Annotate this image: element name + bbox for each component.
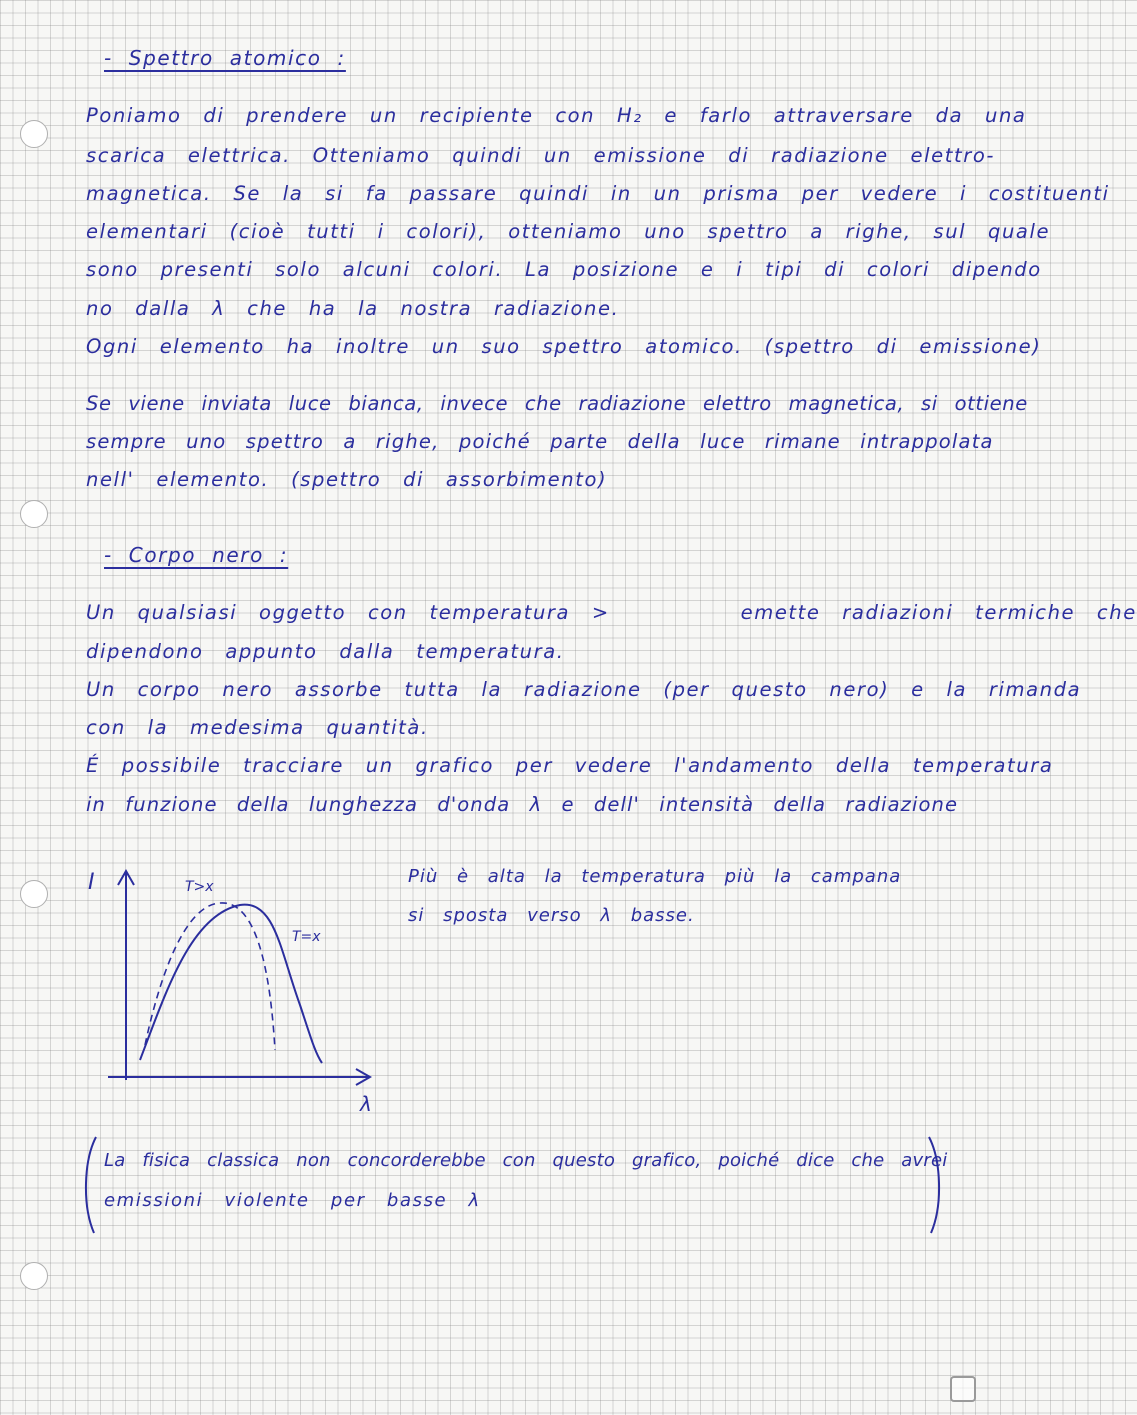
paragraph-line: Un qualsiasi oggetto con temperatura > emette radiazioni termiche che (86, 601, 1137, 624)
paragraph-line: Un corpo nero assorbe tutta la radiazione (per questo nero) e la rimanda (86, 678, 1082, 701)
paragraph-line: Ogni elemento ha inoltre un suo spettro atomico. (spettro di emissione) (86, 335, 1042, 358)
footnote-bracket-left-icon (80, 1135, 100, 1235)
paragraph-line: Poniamo di prendere un recipiente con H₂ e farlo attraversare da una (86, 104, 1027, 127)
paragraph-line: Se viene inviata luce bianca, invece che radiazione elettro magnetica, si ottiene (86, 392, 1028, 415)
paragraph-line: con la medesima quantità. (86, 716, 429, 739)
graph-note-line: si sposta verso λ basse. (408, 905, 695, 926)
x-axis-label: λ (360, 1092, 372, 1116)
paragraph-line: elementari (cioè tutti i colori), otteniamo uno spettro a righe, sul quale (86, 220, 1051, 243)
paragraph-line: É possibile tracciare un grafico per vedere l'andamento della temperatura (86, 754, 1054, 777)
punch-hole-3 (20, 880, 48, 908)
paragraph-line: no dalla λ che ha la nostra radiazione. (86, 297, 620, 320)
curve-dashed-label: T>x (185, 879, 214, 895)
graph-note-line: Più è alta la temperatura più la campana (408, 866, 902, 887)
punch-hole-4 (20, 1262, 48, 1290)
punch-hole-1 (20, 120, 48, 148)
paragraph-line: magnetica. Se la si fa passare quindi in un prisma per vedere i costituenti (86, 182, 1110, 205)
paragraph-line: sono presenti solo alcuni colori. La posizione e i tipi di colori dipendo (86, 258, 1042, 281)
curve-solid-label: T=x (292, 929, 321, 945)
paragraph-line: dipendono appunto dalla temperatura. (86, 640, 565, 663)
scanner-corner-mark (950, 1376, 976, 1402)
curve-dashed (145, 903, 275, 1050)
footnote-line: La fisica classica non concorderebbe con questo grafico, poiché dice che avrei (104, 1150, 948, 1171)
paragraph-line: nell' elemento. (spettro di assorbimento) (86, 468, 608, 491)
heading-spettro-atomico: - Spettro atomico : (104, 46, 346, 70)
heading-corpo-nero: - Corpo nero : (104, 543, 289, 567)
punch-hole-2 (20, 500, 48, 528)
footnote-line: emissioni violente per basse λ (104, 1190, 481, 1211)
paragraph-line: sempre uno spettro a righe, poiché parte della luce rimane intrappolata (86, 430, 994, 453)
y-axis-label: I (88, 870, 95, 895)
paragraph-line: scarica elettrica. Otteniamo quindi un emissione di radiazione elettro- (86, 144, 996, 167)
blackbody-graph (70, 855, 400, 1130)
paragraph-line: in funzione della lunghezza d'onda λ e dell' intensità della radiazione (86, 793, 959, 816)
